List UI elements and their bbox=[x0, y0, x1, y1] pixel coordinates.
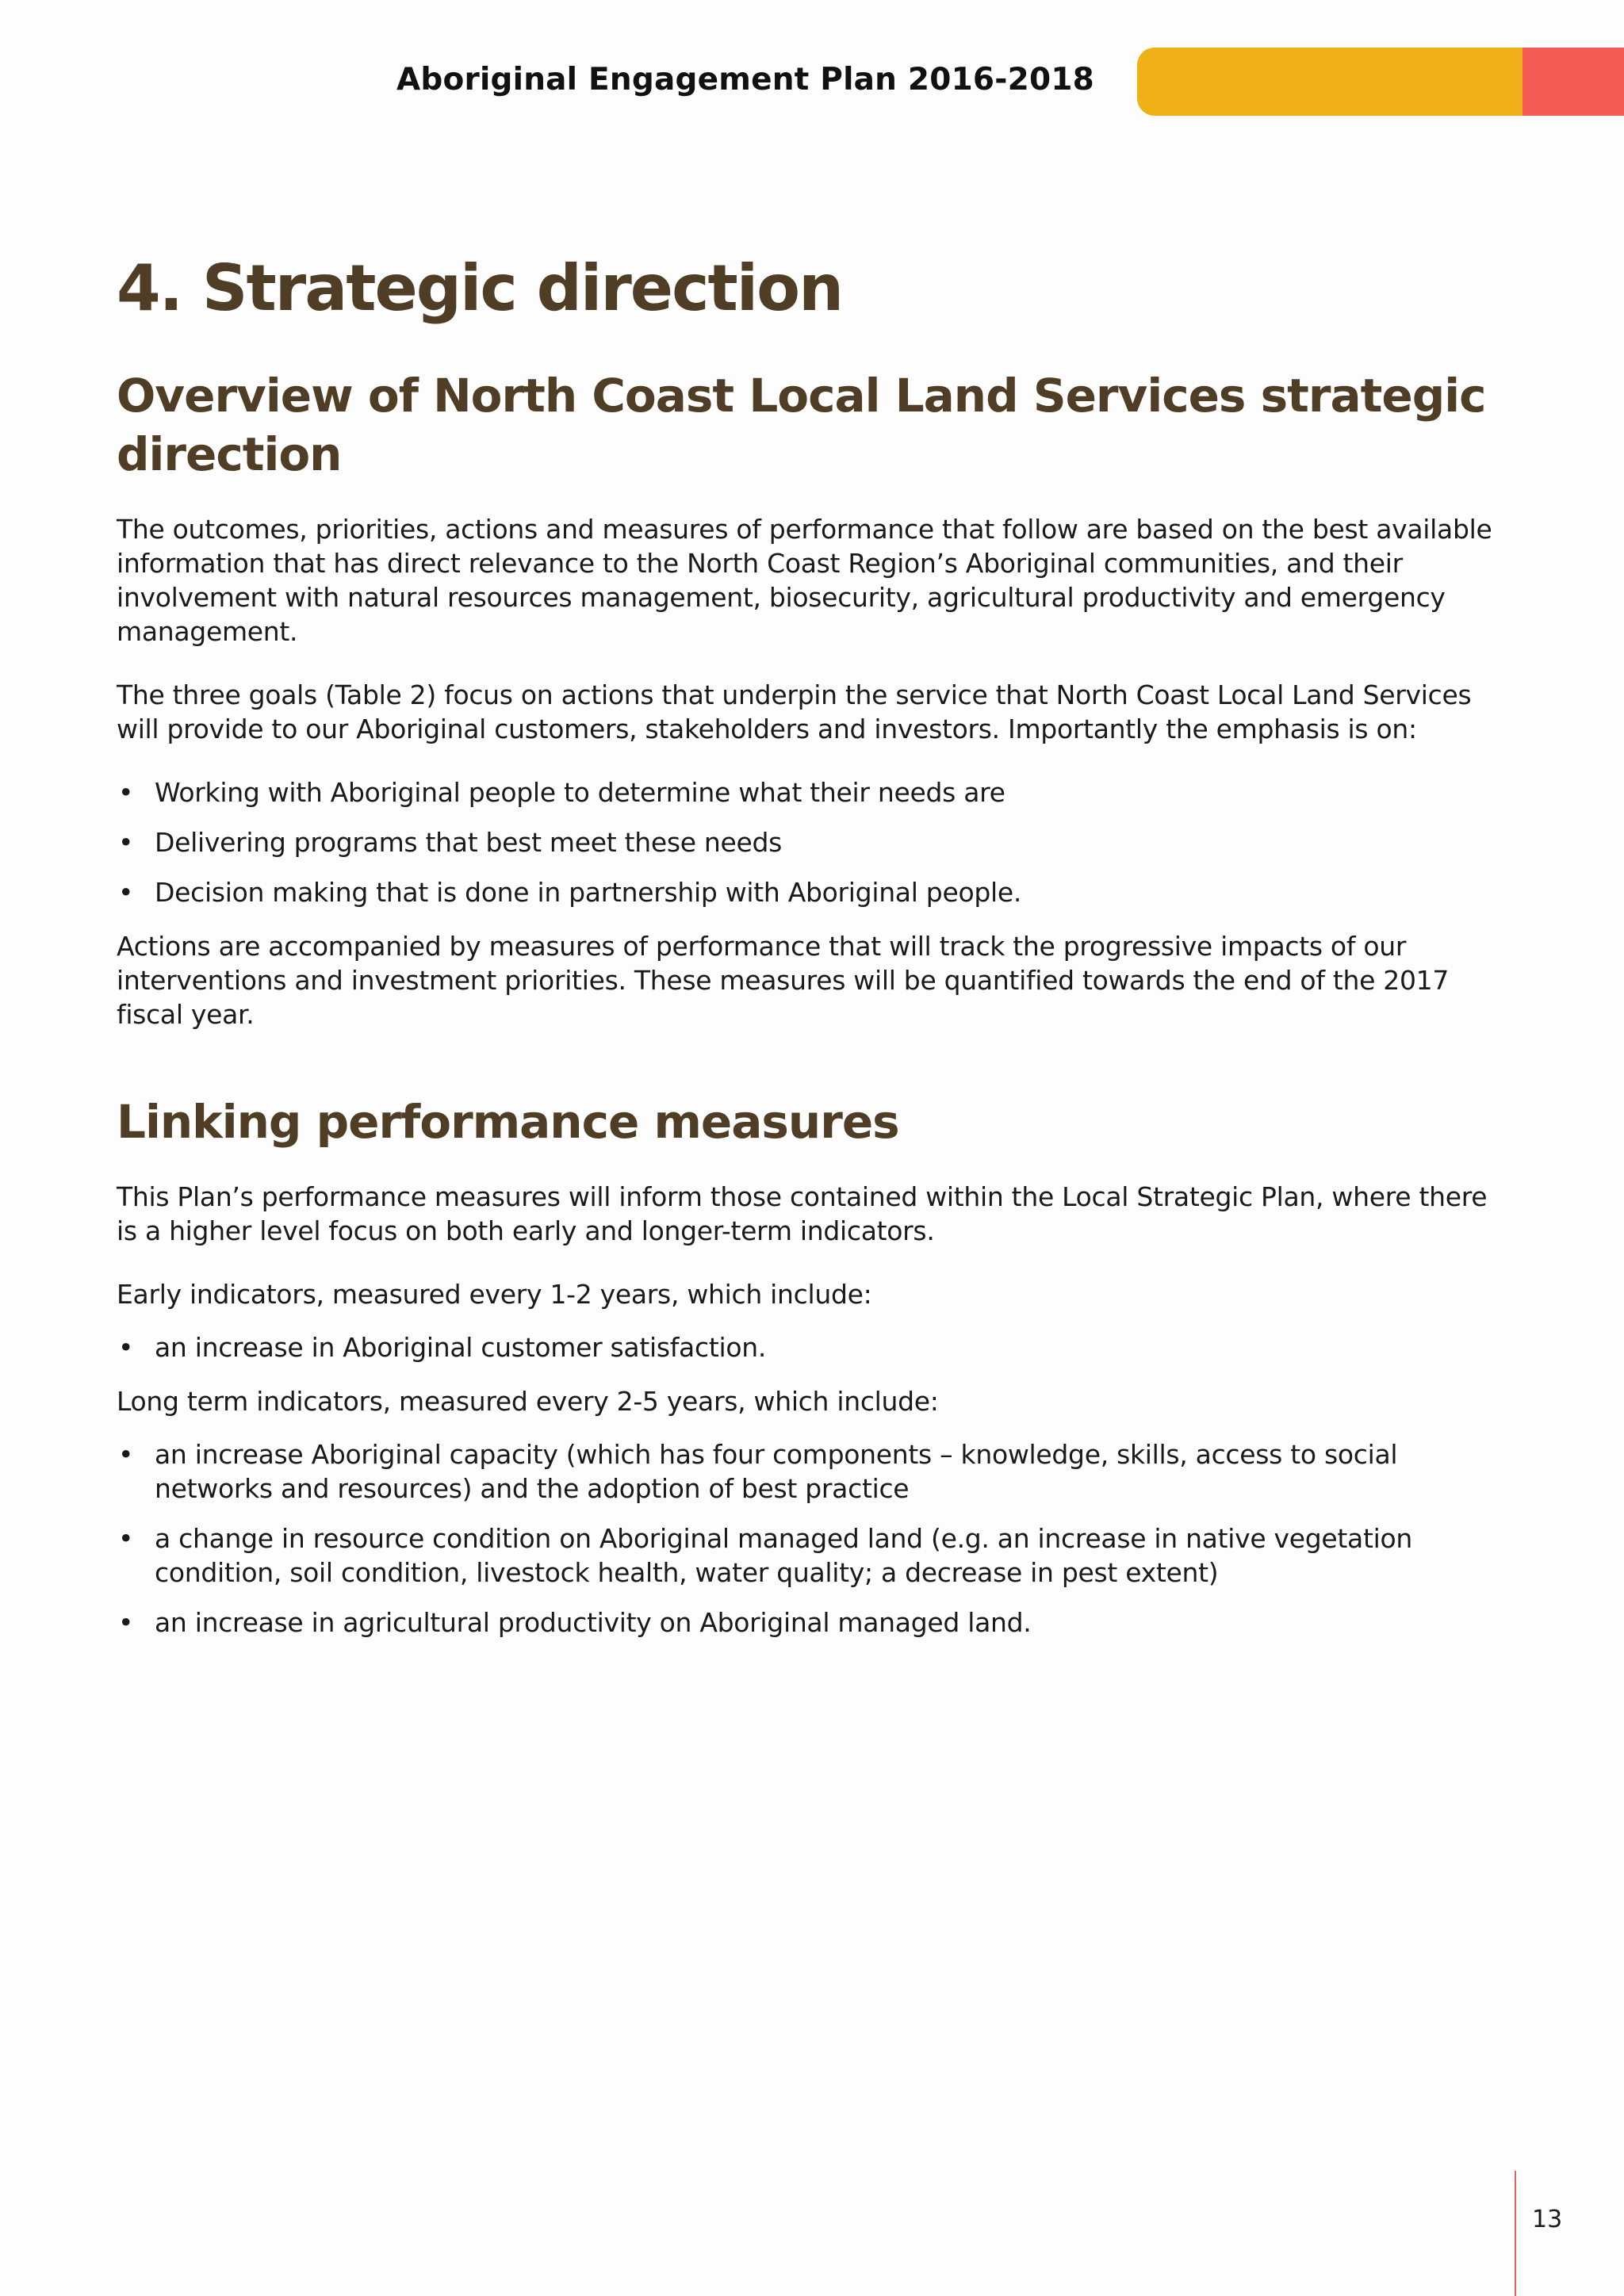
document-header-title: Aboriginal Engagement Plan 2016-2018 bbox=[396, 62, 1094, 98]
list-item-text: Delivering programs that best meet these needs bbox=[155, 827, 783, 858]
header-bar-red bbox=[1522, 48, 1624, 116]
list-item bbox=[117, 1437, 1512, 1506]
header-color-bar bbox=[1137, 48, 1624, 116]
list-item-text: an increase in Aboriginal customer satisfaction. bbox=[155, 1332, 767, 1363]
list-item-text: an increase Aboriginal capacity (which has four components – knowledge, skills, access to social networks and resources) and the adoption of best practice bbox=[155, 1439, 1398, 1504]
section-spacer bbox=[117, 1061, 1512, 1093]
list-item bbox=[117, 1605, 1512, 1640]
list-item bbox=[117, 875, 1512, 909]
bullet-icon: • bbox=[118, 877, 134, 908]
list-item bbox=[117, 825, 1512, 859]
bullet-icon: • bbox=[118, 777, 134, 808]
bullet-icon: • bbox=[118, 1332, 134, 1363]
early-indicators-list bbox=[117, 1330, 1512, 1364]
long-term-indicators-list bbox=[117, 1437, 1512, 1640]
bullet-icon: • bbox=[118, 1607, 134, 1638]
list-item bbox=[117, 1521, 1512, 1590]
bullet-icon: • bbox=[118, 1523, 134, 1554]
list-item bbox=[117, 775, 1512, 809]
list-item-text: Decision making that is done in partnership with Aboriginal people. bbox=[155, 877, 1022, 908]
list-item-text: a change in resource condition on Aboriginal managed land (e.g. an increase in native vegetation condition, soil condition, livestock health, water quality; a decrease in pest extent) bbox=[155, 1523, 1412, 1588]
overview-paragraph-2: The three goals (Table 2) focus on actions that underpin the service that North Coast Local Land Services will provide to our Aboriginal customers, stakeholders and investors. Importantly the emphasis is on: bbox=[117, 679, 1472, 744]
linking-intro-paragraph: This Plan’s performance measures will inform those contained within the Local Strategic Plan, where there is a higher level focus on both early and longer-term indicators. bbox=[117, 1181, 1488, 1246]
list-item-text: an increase in agricultural productivity on Aboriginal managed land. bbox=[155, 1607, 1032, 1638]
bullet-icon: • bbox=[118, 1439, 134, 1470]
overview-heading: Overview of North Coast Local Land Services strategic direction bbox=[117, 369, 1486, 481]
section-title: 4. Strategic direction bbox=[117, 251, 843, 325]
overview-closing-paragraph: Actions are accompanied by measures of performance that will track the progressive impacts of our interventions and investment priorities. These measures will be quantified towards the end of the 2017 fiscal year. bbox=[117, 931, 1450, 1030]
header-bar-yellow bbox=[1137, 48, 1522, 116]
overview-emphasis-list bbox=[117, 775, 1512, 909]
page-number: 13 bbox=[1532, 2206, 1563, 2233]
long-term-indicators-label: Long term indicators, measured every 2-5 years, which include: bbox=[117, 1386, 939, 1417]
linking-heading: Linking performance measures bbox=[117, 1095, 899, 1149]
overview-paragraph-1: The outcomes, priorities, actions and measures of performance that follow are based on the best available information that has direct relevance to the North Coast Region’s Aboriginal communities, and their involvement with natural resources management, biosecurity, agricultural productivity and emergency management. bbox=[117, 514, 1492, 647]
list-item bbox=[117, 1330, 1512, 1364]
list-item-text: Working with Aboriginal people to determine what their needs are bbox=[155, 777, 1005, 808]
page-content bbox=[117, 252, 1512, 1659]
page-number-divider bbox=[1515, 2171, 1516, 2296]
bullet-icon: • bbox=[118, 827, 134, 858]
early-indicators-label: Early indicators, measured every 1-2 years, which include: bbox=[117, 1279, 872, 1310]
